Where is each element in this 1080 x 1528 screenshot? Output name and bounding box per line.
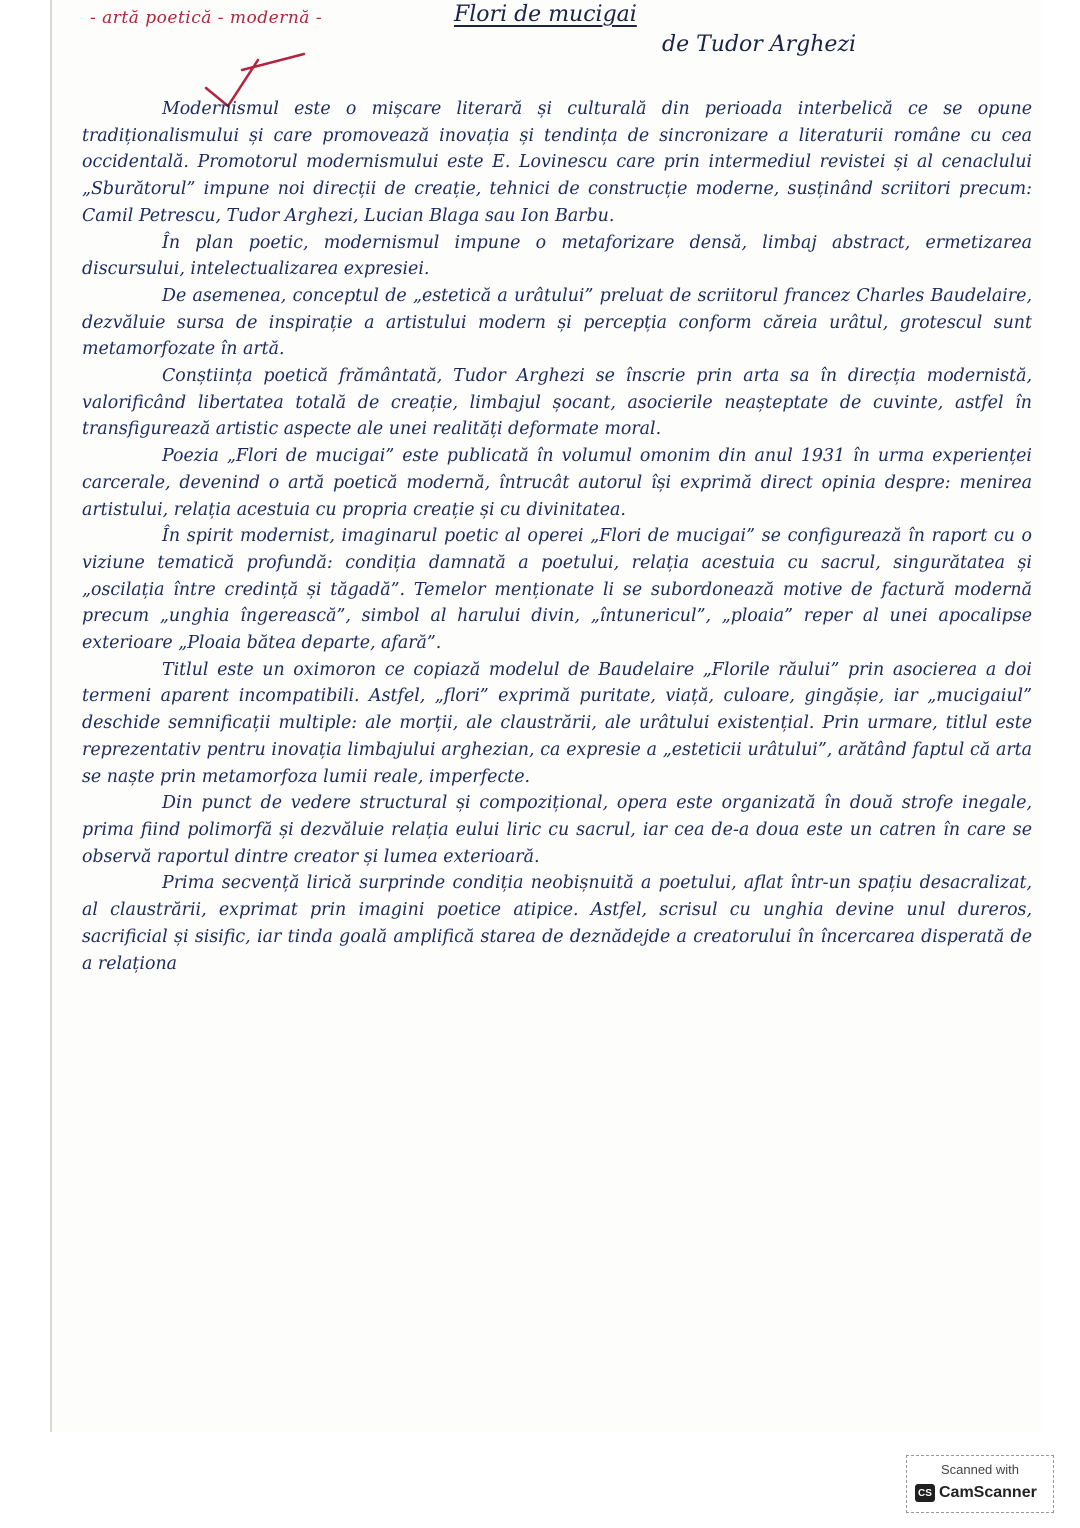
paragraph: Titlul este un oximoron ce copiază modelul de Baudelaire „Florile răului” prin asocierea a doi termeni aparent incompatibili. Astfel, „flori” exprimă puritate, viață, culoare, gingășie, iar „mucigaiul” deschide semnificații multiple: ale morții, ale claustrării, ale urâtului existențial. Prin urmare, titlul este reprezentativ pentru inovația limbajului arghezian, ca expresie a „esteticii urâtului”, arătând faptul că arta se naște prin metamorfoza lumii reale, imperfecte.	[82, 659, 1032, 787]
scanner-brand	[915, 1482, 1037, 1504]
paragraph: Poezia „Flori de mucigai” este publicată în volumul omonim din anul 1931 în urma experienței carcerale, devenind o artă poetică modernă, întrucât autorul își exprimă direct opinia despre: menirea artistului, relația acestuia cu propria creație și cu divinitatea.	[82, 446, 1032, 520]
author-line: de Tudor Arghezi	[662, 32, 857, 57]
essay-body	[82, 96, 1032, 977]
poem-title: Flori de mucigai	[454, 2, 637, 27]
camscanner-watermark	[906, 1455, 1054, 1513]
camscanner-logo-icon: CS	[915, 1484, 935, 1502]
paragraph: Conștiința poetică frământată, Tudor Arghezi se înscrie prin arta sa în direcția modernistă, valorificând libertatea totală de creație, limbajul șocant, asocierile neașteptate de cuvinte, astfel în transfigurează artistic aspecte ale unei realități deformate moral.	[82, 366, 1032, 440]
paragraph: În spirit modernist, imaginarul poetic al operei „Flori de mucigai” se configurează în raport cu o viziune tematică profundă: condiția damnată a poetului, relația acestuia cu sacrul, singurătatea și „oscilația între credință și tăgadă”. Temelor menționate li se subordonează motive de factură modernă precum „unghia îngerească”, simbol al harului divin, „întunericul”, „ploaia” reper al unei apocalipse exterioare „Ploaia bătea departe, afară”.	[82, 526, 1032, 654]
paragraph: În plan poetic, modernismul impune o metaforizare densă, limbaj abstract, ermetizarea discursului, intelectualizarea expresiei.	[82, 232, 1032, 280]
paragraph: De asemenea, conceptul de „estetică a urâtului” preluat de scriitorul francez Charles Baudelaire, dezvăluie sursa de inspirație a artistului modern și percepția conform căreia urâtul, grotescul sunt metamorfozate în artă.	[82, 285, 1032, 360]
scanner-brand-name: CamScanner	[939, 1484, 1037, 1501]
paragraph: Modernismul este o mișcare literară și culturală din perioada interbelică ce se opune tradiționalismului și care promovează inovația și tendința de sincronizare a literaturii române cu cea occidentală. Promotorul modernismului este E. Lovinescu care prin intermediul revistei și al cenaclului „Sburătorul” impune noi direcții de creație, tehnici de construcție moderne, susținând scriitori precum: Camil Petrescu, Tudor Arghezi, Lucian Blaga sau Ion Barbu.	[82, 99, 1032, 226]
genre-label: - artă poetică - modernă -	[90, 8, 323, 28]
paragraph: Prima secvență lirică surprinde condiția neobișnuită a poetului, aflat într-un spațiu desacralizat, al claustrării, exprimat prin imagini poetice atipice. Astfel, scrisul cu unghia devine unul dureros, sacrificial și sisific, iar tinda goală amplifică starea de deznădejde a creatorului în încercarea disperată de a relaționa	[82, 873, 1032, 974]
notebook-page	[50, 0, 1042, 1432]
scanned-with-caption: Scanned with	[940, 1462, 1020, 1477]
paragraph: Din punct de vedere structural și compozițional, opera este organizată în două strofe inegale, prima fiind polimorfă și dezvăluie relația eului liric cu sacrul, iar cea de-a doua este un catren în care se observă raportul dintre creator și lumea exterioară.	[82, 793, 1032, 867]
